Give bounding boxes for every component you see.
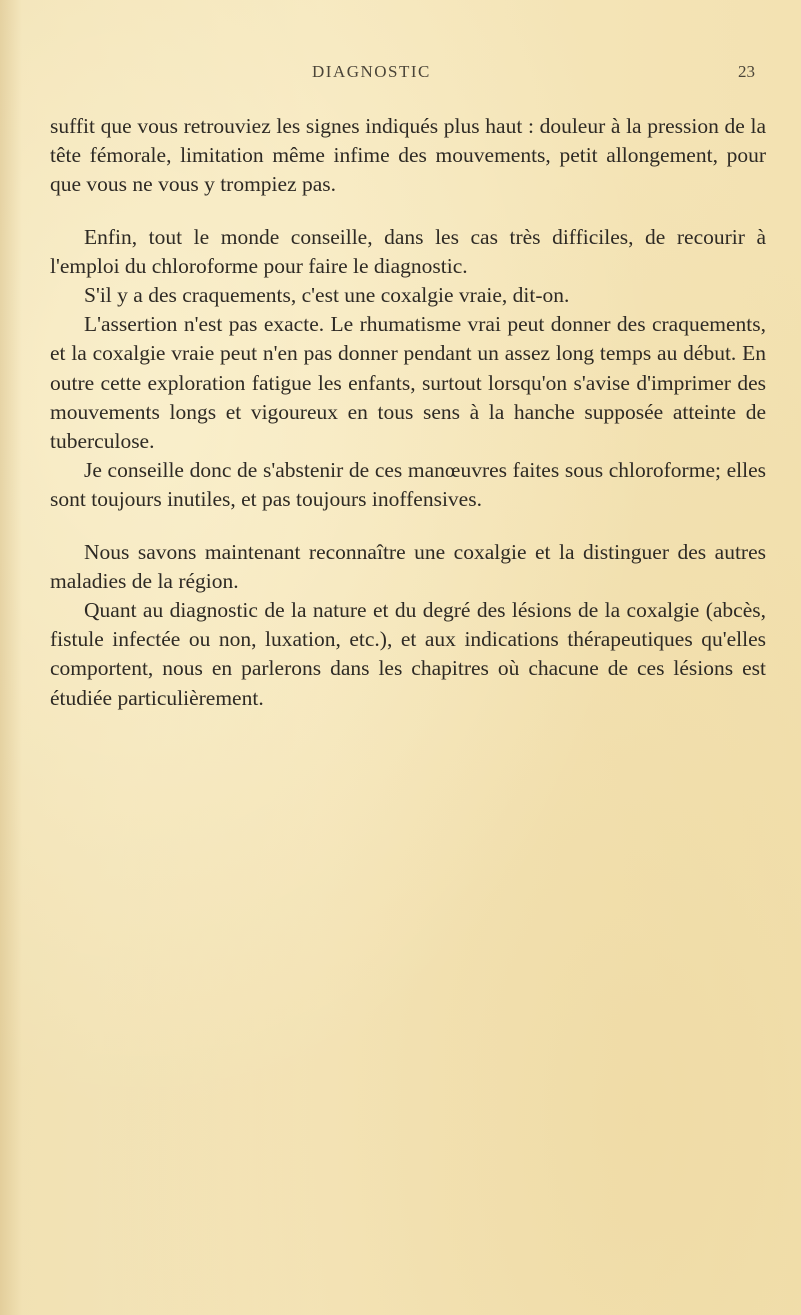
header-title: DIAGNOSTIC (312, 62, 431, 81)
body-text (50, 112, 766, 713)
page-edge-shadow (0, 0, 22, 1315)
page-number: 23 (738, 62, 755, 81)
paragraph-chloroform: Enfin, tout le monde conseille, dans les cas très difficiles, de recourir à l'emploi du chloroforme pour faire le diagnostic. (50, 224, 766, 278)
paragraph-conseil: Je conseille donc de s'abstenir de ces manœuvres faites sous chloroforme; elles sont toujours inutiles, et pas toujours inoffensives. (50, 458, 766, 512)
paragraph-craquements: S'il y a des craquements, c'est une coxalgie vraie, dit-on. (84, 283, 570, 308)
paragraph-nature-lesions: Quant au diagnostic de la nature et du degré des lésions de la coxalgie (abcès, fistule infectée ou non, luxation, etc.), et aux indications thérapeutiques qu'elles comportent, nous en parlerons dans les chapitres où chacune de ces lésions est étudiée particulièrement. (50, 598, 766, 710)
paragraph-continuation: suffit que vous retrouviez les signes indiqués plus haut : douleur à la pression de la tête fémorale, limitation même infime des mouvements, petit allongement, pour que vous ne vous y trompiez pas. (50, 114, 766, 197)
running-header (0, 62, 801, 86)
paragraph-assertion: L'assertion n'est pas exacte. Le rhumatisme vrai peut donner des craquements, et la coxalgie vraie peut n'en pas donner pendant un assez long temps au début. En outre cette exploration fatigue les enfants, surtout lorsqu'on s'avise d'imprimer des mouvements longs et vigoureux en tous sens à la hanche supposée atteinte de tuberculose. (50, 312, 766, 454)
paragraph-reconnaitre: Nous savons maintenant reconnaître une coxalgie et la distinguer des autres maladies de la région. (50, 539, 766, 593)
